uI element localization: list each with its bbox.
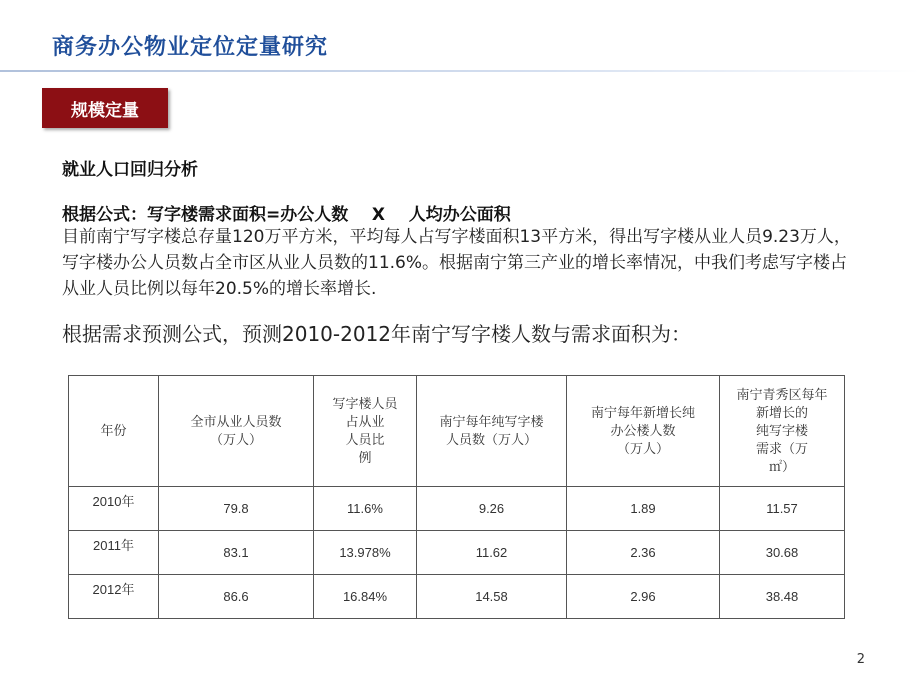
table-cell: 79.8 <box>159 487 314 531</box>
table-header-cell: 年份 <box>69 376 159 487</box>
table-header-cell: 南宁每年纯写字楼 人员数（万人） <box>417 376 567 487</box>
table-header-cell: 南宁每年新增长纯 办公楼人数 （万人） <box>567 376 720 487</box>
table-cell: 9.26 <box>417 487 567 531</box>
table-cell: 13.978% <box>314 531 417 575</box>
table-cell: 11.62 <box>417 531 567 575</box>
forecast-table <box>68 375 845 619</box>
table-cell: 16.84% <box>314 575 417 619</box>
table-cell: 86.6 <box>159 575 314 619</box>
table-cell: 38.48 <box>720 575 845 619</box>
slide-title: 商务办公物业定位定量研究 <box>52 35 329 60</box>
section-tag <box>42 88 168 128</box>
table-lead-text: 根据需求预测公式，预测2010-2012年南宁写字楼人数与需求面积为： <box>62 322 692 346</box>
table-cell: 30.68 <box>720 531 845 575</box>
table-cell-year: 2011年 <box>69 531 159 575</box>
table-cell: 11.57 <box>720 487 845 531</box>
table-cell: 83.1 <box>159 531 314 575</box>
table-header-row <box>69 376 845 487</box>
section-tag-label: 规模定量 <box>71 100 139 121</box>
table-cell: 2.36 <box>567 531 720 575</box>
page-number: 2 <box>856 652 865 667</box>
table-row <box>69 575 845 619</box>
table-header-cell: 写字楼人员 占从业 人员比 例 <box>314 376 417 487</box>
body-paragraph: 目前南宁写字楼总存量120万平方米，平均每人占写字楼面积13平方米，得出写字楼从业人员9.23万人，写字楼办公人员数占全市区从业人员数的11.6%。根据南宁第三产业的增长率情况，中我们考虑写字楼占从业人员比例以每年20.5%的增长率增长. <box>62 227 851 299</box>
title-divider <box>0 70 920 72</box>
formula-line: 根据公式：写字楼需求面积=办公人数 X 人均办公面积 <box>62 205 511 225</box>
table-cell: 11.6% <box>314 487 417 531</box>
table-header-cell: 南宁青秀区每年 新增长的 纯写字楼 需求（万 ㎡） <box>720 376 845 487</box>
subheading: 就业人口回归分析 <box>62 160 198 180</box>
table-cell: 14.58 <box>417 575 567 619</box>
table-cell-year: 2010年 <box>69 487 159 531</box>
table-cell-year: 2012年 <box>69 575 159 619</box>
table-cell: 2.96 <box>567 575 720 619</box>
table-cell: 1.89 <box>567 487 720 531</box>
table-row <box>69 487 845 531</box>
table-row <box>69 531 845 575</box>
table-header-cell: 全市从业人员数 （万人） <box>159 376 314 487</box>
